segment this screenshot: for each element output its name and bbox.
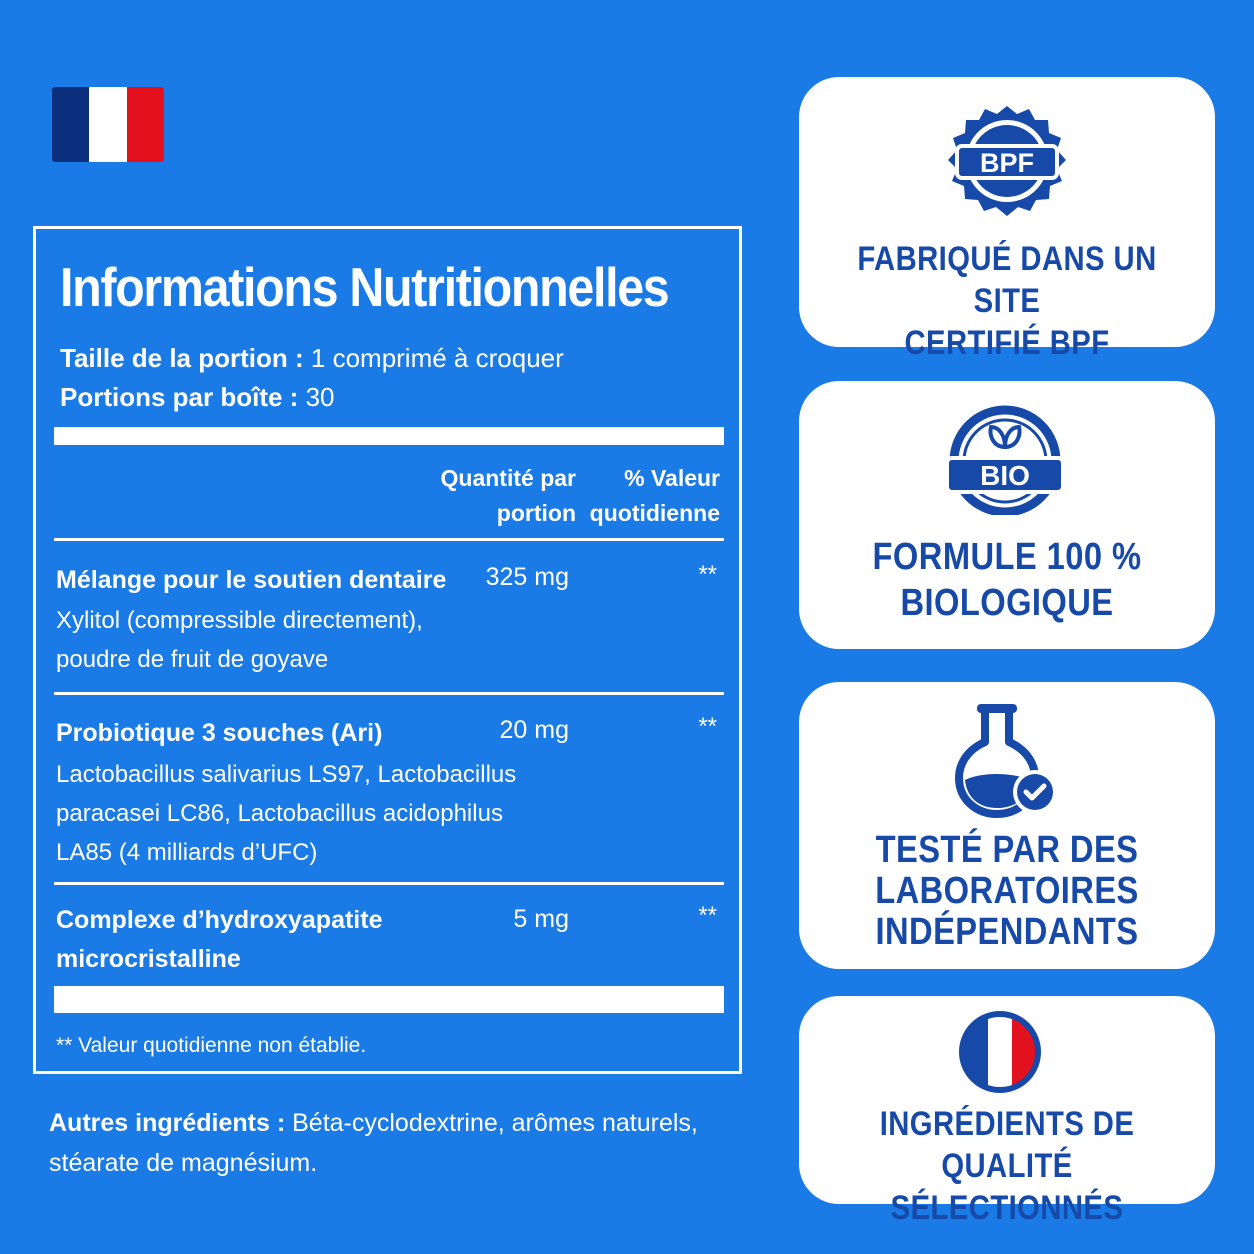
footnote: ** Valeur quotidienne non établie. (56, 1034, 367, 1057)
french-flag-icon (52, 87, 164, 162)
amount-column-header (441, 461, 576, 531)
badge-quality (799, 996, 1215, 1227)
badge-lab (799, 682, 1215, 969)
badge-text (828, 1103, 1186, 1229)
ingredient-amount: 325 mg (485, 563, 569, 591)
divider-line (54, 692, 724, 695)
badge-text-line1: FABRIQUÉ DANS UN SITE (857, 240, 1157, 320)
servings-per-box (60, 382, 335, 413)
badge-text-line2: BIOLOGIQUE (900, 582, 1114, 624)
ingredient-name-line2: microcristalline (56, 945, 241, 973)
amount-header-line1: Quantité par (440, 465, 576, 491)
badge-text-line2: CERTIFIÉ BPF (904, 324, 1110, 362)
bio-label: BIO (980, 460, 1030, 491)
ingredient-daily-value: ** (698, 561, 717, 588)
ingredient-name: Probiotique 3 souches (Ari) (56, 719, 383, 747)
amount-header-line2: portion (496, 500, 576, 526)
servings-value: 30 (305, 382, 335, 412)
badge-text-line1: TESTÉ PAR DES (875, 829, 1139, 871)
ingredient-amount: 20 mg (499, 716, 569, 744)
badge-text-line2: SÉLECTIONNÉS (890, 1189, 1124, 1227)
other-ingredients (49, 1103, 729, 1183)
other-ingredients-value: Béta-cyclodextrine, arômes naturels, stéarate de magnésium. (49, 1109, 698, 1177)
badge-text-line1: INGRÉDIENTS DE QUALITÉ (879, 1105, 1135, 1185)
ingredient-description: Xylitol (compressible directement), poudre de fruit de goyave (56, 607, 423, 673)
bpf-seal-label: BPF (980, 148, 1034, 178)
serving-size-value: 1 comprimé à croquer (310, 343, 564, 373)
bio-leaf-icon (945, 403, 1067, 515)
badge-bio (799, 381, 1215, 649)
divider-bar (54, 986, 724, 1013)
badge-text-line1: FORMULE 100 % (872, 536, 1142, 578)
serving-size-label: Taille de la portion : (60, 343, 304, 373)
lab-flask-check-icon (951, 700, 1063, 820)
badge-bpf (799, 77, 1215, 362)
daily-value-column-header (590, 461, 720, 531)
panel-title: Informations Nutritionnelles (60, 256, 669, 318)
badge-text (828, 534, 1186, 626)
servings-label: Portions par boîte : (60, 382, 299, 412)
badge-text (828, 238, 1186, 364)
divider-line (54, 882, 724, 885)
badge-text (828, 830, 1186, 953)
ingredient-name: Mélange pour le soutien dentaire (56, 566, 447, 594)
badge-text-line3: INDÉPENDANTS (875, 911, 1139, 953)
ingredient-name-line1: Complexe d’hydroxyapatite (56, 906, 383, 934)
serving-size (60, 343, 564, 374)
ingredient-amount: 5 mg (513, 905, 569, 933)
dv-header-line1: % Valeur (624, 465, 720, 491)
nutrition-facts-panel (33, 226, 742, 1074)
french-flag-circle-icon (956, 1008, 1044, 1096)
badge-text-line2: LABORATOIRES (875, 870, 1139, 912)
ingredient-daily-value: ** (698, 902, 717, 929)
other-ingredients-label: Autres ingrédients : (49, 1109, 286, 1137)
bpf-seal-icon (945, 102, 1069, 226)
divider-line (54, 538, 724, 541)
ingredient-description: Lactobacillus salivarius LS97, Lactobacillus paracasei LC86, Lactobacillus acidophilus LA85 (4 milliards d’UFC) (56, 761, 517, 866)
ingredient-daily-value: ** (698, 713, 717, 740)
dv-header-line2: quotidienne (589, 500, 720, 526)
divider-bar (54, 427, 724, 445)
